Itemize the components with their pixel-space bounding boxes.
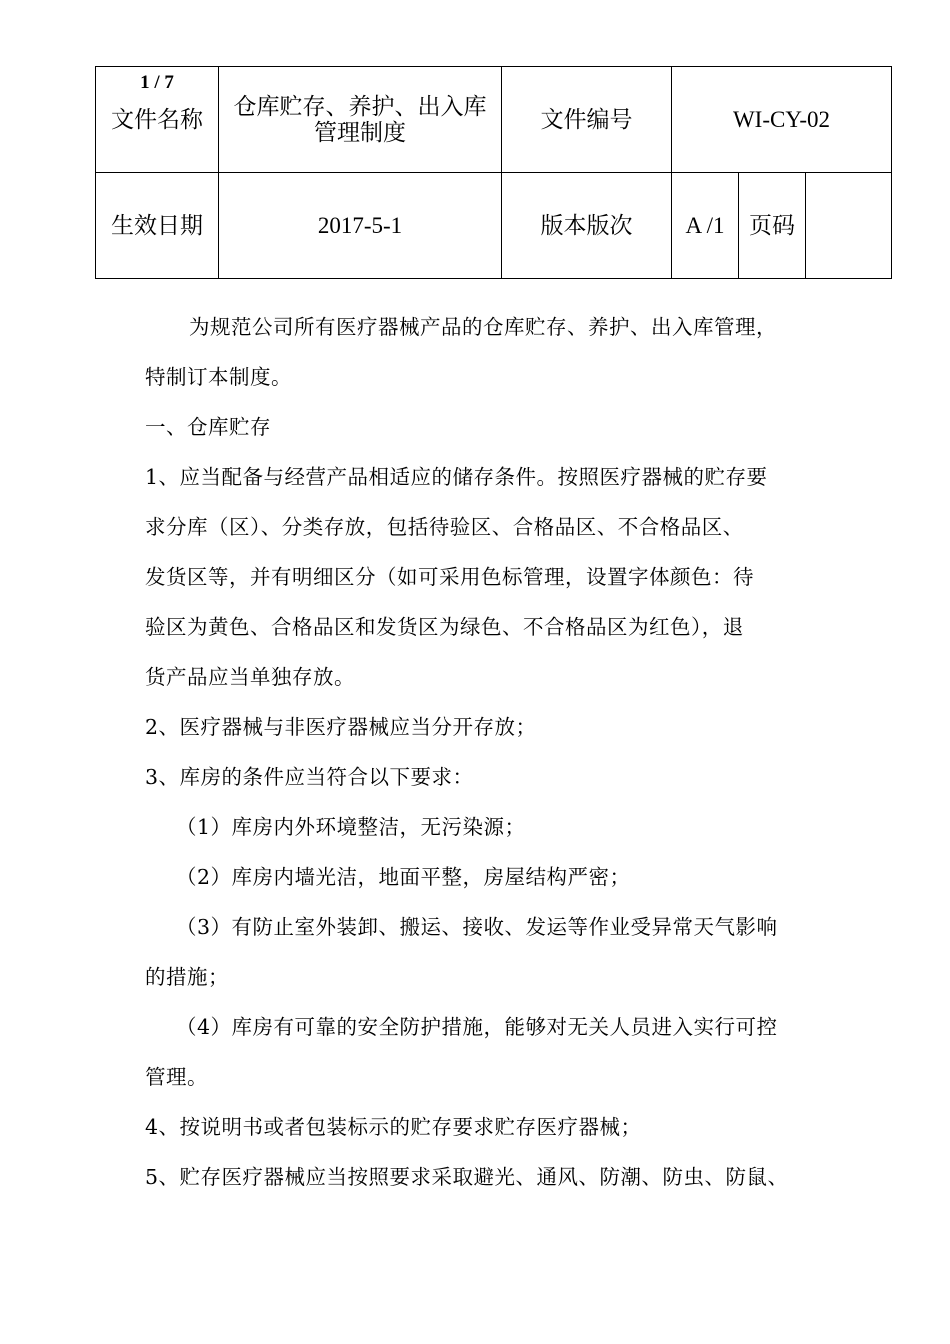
- paragraph-line: 4、按说明书或者包装标示的贮存要求贮存医疗器械；: [145, 1115, 642, 1139]
- file-no-label-cell: [502, 67, 672, 173]
- page-label: 页码: [749, 212, 795, 239]
- effective-date-value: 2017-5-1: [317, 212, 403, 238]
- effective-date-label-cell: [96, 173, 219, 279]
- paragraph-line: 5、贮存医疗器械应当按照要求采取避光、通风、防潮、防虫、防鼠、: [145, 1165, 789, 1189]
- version-label: 版本版次: [540, 212, 633, 239]
- file-name-value-line1: 仓库贮存、养护、出入库: [233, 93, 487, 120]
- effective-date-value-cell: [219, 173, 502, 279]
- version-value-cell: [672, 173, 739, 279]
- file-no-label: 文件编号: [540, 106, 633, 133]
- page-label-cell: [739, 173, 806, 279]
- file-name-label-cell: [96, 67, 219, 173]
- paragraph-line: 发货区等，并有明细区分（如可采用色标管理，设置字体颜色：待: [145, 565, 754, 589]
- paragraph-line: 2、医疗器械与非医疗器械应当分开存放；: [145, 715, 537, 739]
- version-label-cell: [502, 173, 672, 279]
- page-value-cell: [806, 173, 892, 279]
- sub-item-line: （2）库房内墙光洁，地面平整，房屋结构严密；: [176, 865, 631, 889]
- effective-date-label: 生效日期: [111, 212, 203, 239]
- header-row-1: [96, 67, 892, 173]
- paragraph-line: 的措施；: [145, 965, 229, 989]
- file-name-value-line2: 管理制度: [314, 119, 406, 146]
- header-row-2: [96, 173, 892, 279]
- document-body: [145, 302, 835, 1202]
- paragraph-line: 为规范公司所有医疗器械产品的仓库贮存、养护、出入库管理，: [189, 315, 777, 339]
- section-heading: 一、仓库贮存: [145, 415, 271, 439]
- document-header-table: [95, 66, 892, 279]
- paragraph-line: 1、应当配备与经营产品相适应的储存条件。按照医疗器械的贮存要: [145, 465, 768, 489]
- file-no-value: WI-CY-02: [732, 106, 831, 132]
- paragraph-line: 货产品应当单独存放。: [145, 665, 355, 689]
- sub-item-line: （4）库房有可靠的安全防护措施，能够对无关人员进入实行可控: [176, 1015, 778, 1039]
- paragraph-line: 求分库（区）、分类存放，包括待验区、合格品区、不合格品区、: [145, 515, 744, 539]
- paragraph-line: 管理。: [145, 1065, 208, 1089]
- paragraph-line: 验区为黄色、合格品区和发货区为绿色、不合格品区为红色），退: [145, 615, 744, 639]
- file-name-value-cell: [219, 67, 502, 173]
- page-indicator: 1 / 7: [140, 72, 174, 93]
- sub-item-line: （3）有防止室外装卸、搬运、接收、发运等作业受异常天气影响: [176, 915, 778, 939]
- sub-item-line: （1）库房内外环境整洁，无污染源；: [176, 815, 526, 839]
- version-value: A /1: [685, 212, 725, 238]
- file-no-value-cell: [672, 67, 892, 173]
- file-name-label: 文件名称: [111, 106, 203, 133]
- paragraph-line: 特制订本制度。: [145, 365, 292, 389]
- paragraph-line: 3、库房的条件应当符合以下要求：: [145, 765, 474, 789]
